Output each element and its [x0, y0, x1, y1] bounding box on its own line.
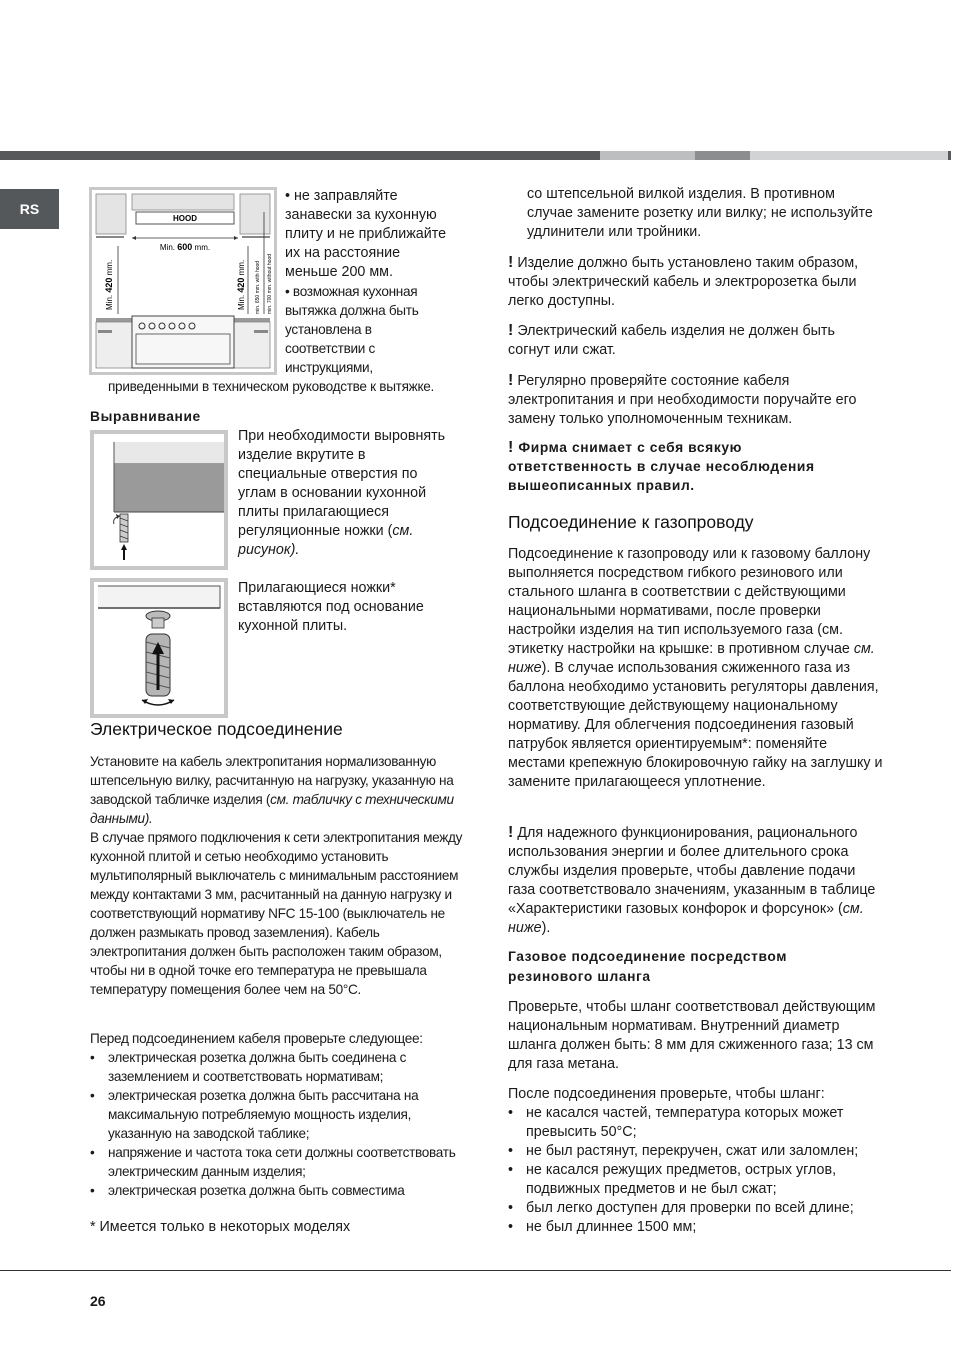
warning-1 — [508, 253, 878, 311]
intro2-line-2: установлена в — [285, 322, 372, 337]
svg-text:Min. 420 mm. — [236, 260, 246, 310]
warning-2 — [508, 321, 878, 360]
leveling-line-2: специальные отверстия по — [238, 466, 418, 482]
leveling-line-4: плиты прилагающиеся — [238, 504, 390, 520]
intro2-line-1: вытяжка должна быть — [285, 303, 419, 318]
header-bar-mid — [695, 151, 750, 160]
feet-text — [238, 579, 468, 636]
leveling-diagram — [94, 434, 224, 566]
footer-rule — [0, 1270, 951, 1271]
svg-text:Min. 600 mm. — [160, 242, 210, 252]
check-item: • напряжение и частота тока сети должны соответствовать электрическим данным изделия; — [90, 1143, 465, 1181]
feet-line-0: Прилагающиеся ножки* — [238, 580, 396, 596]
page-number: 26 — [90, 1293, 106, 1309]
svg-text:Min. 420 mm. — [104, 260, 114, 310]
warning-icon: ! — [508, 372, 514, 389]
feet-diagram — [94, 582, 224, 714]
warning-icon: ! — [508, 322, 514, 339]
rubber-heading: Газовое подсоединение посредством резинового шланга — [508, 949, 788, 984]
intro-line-0: • не заправляйте — [285, 188, 398, 204]
warning-icon: ! — [508, 439, 514, 456]
hood-clearance-figure — [89, 187, 277, 375]
hood-diagram — [92, 190, 274, 372]
intro-line-3: их на расстояние — [285, 245, 401, 261]
min-width-value: 600 — [177, 242, 193, 252]
check-intro: Перед подсоединением кабеля проверьте следующее: — [90, 1031, 423, 1046]
continued-text: со штепсельной вилкой изделия. В противном случае замените розетку или вилку; не используйте удлинители или тройники. — [527, 186, 873, 240]
warning-5 — [508, 823, 883, 938]
after-list — [508, 1104, 888, 1237]
intro2-line-4: инструкциями, — [285, 360, 373, 375]
after-item: • был легко доступен для проверки по всей длине; — [508, 1199, 888, 1218]
feet-line-2: кухонной плиты. — [238, 618, 348, 634]
rubber-paragraph: Проверьте, чтобы шланг соответствовал действующим национальным нормативам. Внутренний диаметр шланга должен быть: 8 мм для сжиженного газа; 13 см для газа метана. — [508, 999, 876, 1072]
header-bar-end — [948, 151, 951, 160]
gas-p1-italic: см. ниже — [508, 641, 875, 676]
warning-2-text: Электрический кабель изделия не должен быть согнут или сжат. — [508, 323, 835, 358]
intro-line-2: плиту и не приближайте — [285, 226, 447, 242]
warning-3-text: Регулярно проверяйте состояние кабеля электропитания и при необходимости поручайте его замену только уполномоченным техникам. — [508, 373, 857, 427]
after-section — [508, 1085, 888, 1237]
leveling-italic: см. — [392, 523, 414, 539]
header-bar-light — [600, 151, 695, 160]
language-tab: RS — [0, 189, 59, 229]
electric-p1-a: Установите на кабель электропитания нормализованную штепсельную вилку, расчитанную на нагрузку, указанную на заводской табличке изделия ( — [90, 754, 454, 807]
gas-p1-b: ). В случае использования сжиженного газа из баллона необходимо установить регуляторы давления, соответствующие действующему национальному нормативу. Для облегчения подсоединения газовый патрубок является ориентируемым*: поменяйте местами крепежную блокировочную гайку на заглушку и замените прилагающееся уплотнение. — [508, 660, 883, 790]
warning-5-a: Для надежного функционирования, рационального использования энергии и более длительного срока службы изделия проверьте, чтобы давление подачи газа соответствовало значениям, указанным в таблице «Характеристики газовых конфорок и форсунок» ( — [508, 825, 876, 917]
curtains-note — [285, 187, 475, 282]
electric-paragraph — [90, 752, 465, 999]
after-item: • не касался частей, температура которых может превысить 50°С; — [508, 1104, 888, 1142]
leveling-text — [238, 427, 468, 560]
feet-line-1: вставляются под основание — [238, 599, 424, 615]
leveling-line-5: регуляционные ножки ( — [238, 523, 393, 539]
intro-line-4: меньше 200 мм. — [285, 264, 393, 280]
feet-figure — [90, 578, 228, 718]
footnote: * Имеется только в некоторых моделях — [90, 1219, 351, 1235]
after-item: • не был растянут, перекручен, сжат или заломлен; — [508, 1142, 888, 1161]
min-width-prefix: Min. — [159, 243, 176, 252]
header-bar-dark — [0, 151, 600, 160]
warning-4 — [508, 438, 868, 495]
hood-note-tail: приведенными в техническом руководстве к вытяжке. — [108, 379, 434, 394]
leveling-heading: Выравнивание — [90, 409, 201, 424]
header-bar-light-2 — [750, 151, 948, 160]
right-dim-value: 420 — [236, 277, 246, 293]
warning-3 — [508, 371, 878, 429]
intro2-line-3: соответствии с — [285, 341, 376, 356]
left-dim-unit: mm. — [105, 259, 114, 276]
min-width-unit: mm. — [194, 243, 211, 252]
right-dim-prefix: Min. — [237, 294, 246, 310]
gas-p1-a: Подсоединение к газопроводу или к газовому баллону выполняется посредством гибкого резинового или стального шланга в соответствии с действующими национальными нормативами, после проверки настройки изделия на тип используемого газа (см. этикетку настройки на крышке: в противном случае — [508, 546, 871, 657]
warning-icon: ! — [508, 254, 514, 271]
left-dim-value: 420 — [104, 277, 114, 293]
gas-heading: Подсоединение к газопроводу — [508, 512, 754, 532]
warning-4-text: Фирма снимает с себя всякую ответственность в случае несоблюдения вышеописанных правил. — [508, 440, 815, 493]
check-item: • электрическая розетка должна быть совместима — [90, 1181, 465, 1200]
leveling-line-3: углам в основании кухонной — [238, 485, 427, 501]
intro2-line-0: • возможная кухонная — [285, 284, 418, 299]
check-item: • электрическая розетка должна быть рассчитана на максимальную потребляемую мощность изделия, указанную на заводской таблике; — [90, 1086, 465, 1143]
check-item: • электрическая розетка должна быть соединена с заземлением и соответствовать нормативам; — [90, 1048, 465, 1086]
intro-line-1: занавески за кухонную — [285, 207, 437, 223]
after-intro: После подсоединения проверьте, чтобы шланг: — [508, 1086, 825, 1102]
gas-paragraph — [508, 545, 883, 792]
after-item: • не касался режущих предметов, острых углов, подвижных предметов и не был сжат; — [508, 1161, 888, 1199]
hood-note — [285, 282, 475, 377]
leveling-line-1: изделие вкрутите в — [238, 447, 366, 463]
after-item: • не был длиннее 1500 мм; — [508, 1218, 888, 1237]
left-dim-prefix: Min. — [105, 294, 114, 310]
warning-1-text: Изделие должно быть установлено таким образом, чтобы электрический кабель и электророзетка были легко доступны. — [508, 255, 859, 309]
hood-dim-with: min. 650 mm. with hood — [255, 260, 261, 314]
check-list — [90, 1048, 465, 1200]
check-section — [90, 1029, 465, 1200]
warning-5-b: ). — [541, 920, 551, 936]
right-dim-unit: mm. — [237, 259, 246, 276]
warning-5-italic: см. ниже — [508, 901, 864, 936]
hood-dim-without: min. 700 mm. without hood — [267, 253, 273, 314]
leveling-figure — [90, 430, 228, 570]
warning-icon: ! — [508, 824, 514, 841]
electric-p1-b: В случае прямого подключения к сети электропитания между кухонной плитой и сетью необходимо установить мультиполярный выключатель с минимальным расстоянием между контактами 3 мм, расчитанный на данную нагрузку и соответствующий нормативу NFC 15-100 (выключатель не должен размыкать провод заземления). Кабель электропитания должен быть расположен таким образом, чтобы ни в одной точке его температура не превышала температуру помещения более чем на 50°C. — [90, 830, 463, 997]
leveling-italic-2: рисунок). — [238, 542, 300, 558]
electric-heading: Электрическое подсоединение — [90, 719, 343, 739]
electric-p1-italic: см. табличку с техническими данными). — [90, 792, 454, 826]
hood-label: HOOD — [173, 214, 197, 223]
leveling-line-0: При необходимости выровнять — [238, 428, 446, 444]
